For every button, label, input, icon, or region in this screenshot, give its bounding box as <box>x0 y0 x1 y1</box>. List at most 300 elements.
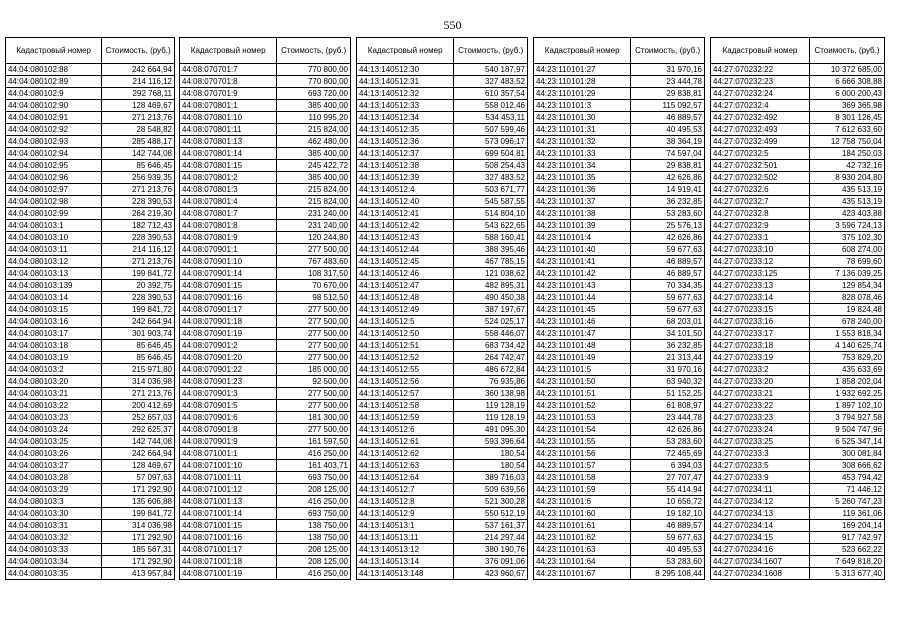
cost-value: 74 597,04 <box>631 148 705 160</box>
cadastral-number: 44:04:080103:29 <box>6 484 102 496</box>
cadastral-number: 44:27:070233:3 <box>711 448 810 460</box>
table-row <box>180 88 351 100</box>
cadastral-number: 44:08:070801:7 <box>180 208 277 220</box>
table-row <box>6 280 175 292</box>
cost-value: 31 970,16 <box>631 364 705 376</box>
cost-value: 215 824,00 <box>277 124 351 136</box>
table-row <box>534 520 705 532</box>
cadastral-number: 44:13:140512:8 <box>357 496 454 508</box>
cost-value: 23 444,78 <box>631 76 705 88</box>
cost-value: 482 895,31 <box>454 280 528 292</box>
table-row <box>711 520 885 532</box>
cadastral-number: 44:27:070234:13 <box>711 508 810 520</box>
table-row <box>357 388 528 400</box>
table-row <box>180 208 351 220</box>
table-row <box>534 340 705 352</box>
table-row <box>711 556 885 568</box>
cost-value: 467 785,15 <box>454 256 528 268</box>
cost-value: 503 671,77 <box>454 184 528 196</box>
cost-value: 36 232,85 <box>631 340 705 352</box>
cadastral-number: 44:08:070901:23 <box>180 376 277 388</box>
cost-value: 277 500,00 <box>277 316 351 328</box>
table-row <box>6 568 175 580</box>
cadastral-number: 44:08:070701:7 <box>180 64 277 76</box>
cost-value: 161 597,50 <box>277 436 351 448</box>
cost-value: 215 824,00 <box>277 184 351 196</box>
cost-value: 1 553 818,34 <box>809 328 884 340</box>
cost-value: 588 160,41 <box>454 232 528 244</box>
cost-value: 182 712,43 <box>102 220 175 232</box>
cadastral-number: 44:04:080102:97 <box>6 184 102 196</box>
table-row <box>180 100 351 112</box>
cost-value: 8 295 108,44 <box>631 568 705 580</box>
cadastral-number: 44:27:070234:12 <box>711 496 810 508</box>
table-row <box>180 304 351 316</box>
cost-value: 242 664,94 <box>102 316 175 328</box>
table-row <box>534 568 705 580</box>
table-row <box>357 376 528 388</box>
cadastral-number: 44:23:110101:5 <box>534 364 631 376</box>
cost-value: 115 092,57 <box>631 100 705 112</box>
cadastral-number: 44:13:140512:42 <box>357 220 454 232</box>
cadastral-table-4 <box>533 37 705 580</box>
cost-value: 376 091,06 <box>454 556 528 568</box>
cost-value: 423 960,67 <box>454 568 528 580</box>
cost-value: 242 664,94 <box>102 448 175 460</box>
table-row <box>711 280 885 292</box>
table-row <box>534 220 705 232</box>
cost-value: 46 889,57 <box>631 256 705 268</box>
cost-value: 215 824,00 <box>277 196 351 208</box>
cost-value: 98 512,50 <box>277 292 351 304</box>
cadastral-number: 44:23:110101:31 <box>534 124 631 136</box>
cost-value: 31 970,16 <box>631 64 705 76</box>
table-row <box>357 424 528 436</box>
cadastral-number: 44:23:110101:52 <box>534 400 631 412</box>
cost-value: 242 664,94 <box>102 64 175 76</box>
table-row <box>357 184 528 196</box>
table-row <box>357 544 528 556</box>
table-row <box>180 472 351 484</box>
table-row <box>534 76 705 88</box>
cadastral-number: 44:08:070801:11 <box>180 124 277 136</box>
table-row <box>534 400 705 412</box>
cost-value: 7 136 039,25 <box>809 268 884 280</box>
cadastral-number: 44:13:140512:62 <box>357 448 454 460</box>
table-row <box>6 532 175 544</box>
cost-value: 70 670,00 <box>277 280 351 292</box>
cost-value: 271 213,76 <box>102 184 175 196</box>
cost-value: 46 889,57 <box>631 520 705 532</box>
cost-value: 507 599,46 <box>454 124 528 136</box>
cost-value: 550 512,19 <box>454 508 528 520</box>
table-row <box>6 196 175 208</box>
cost-value: 277 500,00 <box>277 388 351 400</box>
table-row <box>534 544 705 556</box>
cost-value: 40 495,53 <box>631 544 705 556</box>
cost-value: 277 500,00 <box>277 328 351 340</box>
cost-value: 181 300,00 <box>277 412 351 424</box>
cost-value: 119 128,19 <box>454 400 528 412</box>
cost-value: 360 138,98 <box>454 388 528 400</box>
cadastral-number: 44:23:110101:32 <box>534 136 631 148</box>
table-row <box>534 460 705 472</box>
cadastral-number: 44:27:070233:13 <box>711 280 810 292</box>
table-row <box>711 136 885 148</box>
table-row <box>711 424 885 436</box>
cadastral-number: 44:23:110101:39 <box>534 220 631 232</box>
cost-value: 128 469,67 <box>102 100 175 112</box>
table-row <box>6 424 175 436</box>
cadastral-number: 44:13:140512:45 <box>357 256 454 268</box>
cadastral-number: 44:04:080102:91 <box>6 112 102 124</box>
table-row <box>357 280 528 292</box>
cost-value: 277 500,00 <box>277 244 351 256</box>
cadastral-number: 44:13:140512:61 <box>357 436 454 448</box>
table-row <box>357 88 528 100</box>
cost-value: 61 808,97 <box>631 400 705 412</box>
table-row <box>180 436 351 448</box>
table-row <box>534 208 705 220</box>
cadastral-table-5 <box>710 37 885 580</box>
table-row <box>534 136 705 148</box>
table-row <box>6 484 175 496</box>
cadastral-number: 44:23:110101:36 <box>534 184 631 196</box>
table-row <box>357 556 528 568</box>
cadastral-number: 44:13:140512:40 <box>357 196 454 208</box>
cost-value: 277 500,00 <box>277 424 351 436</box>
cadastral-number: 44:23:110101:44 <box>534 292 631 304</box>
cadastral-number: 44:04:080102:88 <box>6 64 102 76</box>
header-cost: Стоимость, (руб.) <box>102 38 175 64</box>
cadastral-number: 44:27:070232:502 <box>711 172 810 184</box>
cadastral-number: 44:13:140512:39 <box>357 172 454 184</box>
cadastral-number: 44:08:070901:3 <box>180 388 277 400</box>
cadastral-number: 44:13:140512:7 <box>357 484 454 496</box>
cost-value: 142 744,08 <box>102 148 175 160</box>
table-row <box>180 532 351 544</box>
cadastral-number: 44:27:070233:22 <box>711 400 810 412</box>
cadastral-number: 44:04:080103:33 <box>6 544 102 556</box>
cost-value: 171 292,90 <box>102 532 175 544</box>
table-row <box>180 184 351 196</box>
cost-value: 28 548,82 <box>102 124 175 136</box>
table-row <box>534 172 705 184</box>
table-row <box>6 376 175 388</box>
cost-value: 6 000 200,43 <box>809 88 884 100</box>
cadastral-number: 44:27:070234:14 <box>711 520 810 532</box>
cadastral-number: 44:04:080103:2 <box>6 364 102 376</box>
table-row <box>711 484 885 496</box>
cost-value: 59 677,63 <box>631 532 705 544</box>
cadastral-number: 44:23:110101:38 <box>534 208 631 220</box>
cost-value: 185 567,31 <box>102 544 175 556</box>
cost-value: 85 646,45 <box>102 160 175 172</box>
cadastral-number: 44:08:071001:14 <box>180 508 277 520</box>
cost-value: 71 446,12 <box>809 484 884 496</box>
cost-value: 1 897 102,10 <box>809 400 884 412</box>
table-row <box>6 124 175 136</box>
cost-value: 558 446,07 <box>454 328 528 340</box>
cadastral-number: 44:04:080103:25 <box>6 436 102 448</box>
table-row <box>180 280 351 292</box>
table-row <box>6 76 175 88</box>
cadastral-number: 44:08:070901:17 <box>180 304 277 316</box>
table-row <box>534 496 705 508</box>
cost-value: 292 768,11 <box>102 88 175 100</box>
cadastral-number: 44:08:071001:18 <box>180 556 277 568</box>
cadastral-number: 44:27:070233:12 <box>711 256 810 268</box>
table-row <box>357 304 528 316</box>
table-row <box>180 124 351 136</box>
cadastral-number: 44:27:070232:501 <box>711 160 810 172</box>
cadastral-number: 44:27:070233:20 <box>711 376 810 388</box>
table-row <box>357 496 528 508</box>
cost-value: 214 116,12 <box>102 76 175 88</box>
cost-value: 68 203,01 <box>631 316 705 328</box>
cadastral-number: 44:08:071001:15 <box>180 520 277 532</box>
cadastral-number: 44:27:070232:7 <box>711 196 810 208</box>
table-row <box>357 532 528 544</box>
cost-value: 27 707,47 <box>631 472 705 484</box>
cadastral-number: 44:23:110101:59 <box>534 484 631 496</box>
table-row <box>180 232 351 244</box>
table-row <box>357 328 528 340</box>
cost-value: 231 240,00 <box>277 220 351 232</box>
cost-value: 453 794,42 <box>809 472 884 484</box>
cost-value: 314 036,98 <box>102 376 175 388</box>
header-cost: Стоимость, (руб.) <box>454 38 528 64</box>
cadastral-number: 44:04:080102:92 <box>6 124 102 136</box>
cost-value: 4 140 625,74 <box>809 340 884 352</box>
cadastral-number: 44:08:070901:9 <box>180 436 277 448</box>
cadastral-number: 44:08:070901:8 <box>180 424 277 436</box>
table-row <box>357 148 528 160</box>
cost-value: 208 125,00 <box>277 556 351 568</box>
cost-value: 524 025,17 <box>454 316 528 328</box>
table-row <box>534 292 705 304</box>
table-row <box>6 148 175 160</box>
table-row <box>6 256 175 268</box>
cost-value: 753 829,20 <box>809 352 884 364</box>
table-row <box>6 220 175 232</box>
cost-value: 85 646,45 <box>102 340 175 352</box>
cadastral-number: 44:04:080103:19 <box>6 352 102 364</box>
table-row <box>6 268 175 280</box>
cadastral-number: 44:23:110101:46 <box>534 316 631 328</box>
table-row <box>6 160 175 172</box>
cost-value: 699 504,81 <box>454 148 528 160</box>
cadastral-number: 44:23:110101:33 <box>534 148 631 160</box>
cost-value: 8 930 204,80 <box>809 172 884 184</box>
cost-value: 51 152,25 <box>631 388 705 400</box>
table-row <box>534 556 705 568</box>
cadastral-number: 44:08:070801:10 <box>180 112 277 124</box>
table-row <box>711 304 885 316</box>
cadastral-number: 44:27:070232:492 <box>711 112 810 124</box>
table-row <box>6 448 175 460</box>
header-cadastral-number: Кадастровый номер <box>180 38 277 64</box>
cost-value: 828 078,46 <box>809 292 884 304</box>
cadastral-number: 44:04:080103:15 <box>6 304 102 316</box>
cost-value: 142 744,08 <box>102 436 175 448</box>
table-row <box>357 460 528 472</box>
table-row <box>180 508 351 520</box>
cost-value: 53 283,60 <box>631 208 705 220</box>
cost-value: 63 940,32 <box>631 376 705 388</box>
cost-value: 1 932 692,25 <box>809 388 884 400</box>
cost-value: 55 414,94 <box>631 484 705 496</box>
cadastral-number: 44:23:110101:64 <box>534 556 631 568</box>
cost-value: 59 677,63 <box>631 304 705 316</box>
cadastral-number: 44:08:070801:1 <box>180 100 277 112</box>
cadastral-number: 44:04:080103:35 <box>6 568 102 580</box>
cost-value: 1 858 202,04 <box>809 376 884 388</box>
cadastral-number: 44:08:071001:19 <box>180 568 277 580</box>
cadastral-number: 44:04:080103:1 <box>6 220 102 232</box>
cadastral-number: 44:04:080102:9 <box>6 88 102 100</box>
cadastral-number: 44:04:080102:96 <box>6 172 102 184</box>
cadastral-number: 44:23:110101:55 <box>534 436 631 448</box>
cadastral-number: 44:08:070801:9 <box>180 232 277 244</box>
table-row <box>357 568 528 580</box>
cost-value: 543 622,65 <box>454 220 528 232</box>
cost-value: 214 116,12 <box>102 244 175 256</box>
cadastral-number: 44:08:070901:1 <box>180 244 277 256</box>
cadastral-number: 44:23:110101:53 <box>534 412 631 424</box>
cost-value: 327 483,52 <box>454 76 528 88</box>
cadastral-number: 44:27:070233:2 <box>711 364 810 376</box>
table-header-row <box>6 38 175 64</box>
table-row <box>711 124 885 136</box>
cost-value: 416 250,00 <box>277 448 351 460</box>
cadastral-number: 44:08:070901:19 <box>180 328 277 340</box>
table-row <box>711 472 885 484</box>
table-row <box>534 304 705 316</box>
table-row <box>534 184 705 196</box>
cadastral-number: 44:23:110101:28 <box>534 76 631 88</box>
cadastral-number: 44:13:140513:148 <box>357 568 454 580</box>
cost-value: 42 732,16 <box>809 160 884 172</box>
cost-value: 508 254,43 <box>454 160 528 172</box>
table-row <box>711 112 885 124</box>
cadastral-number: 44:27:070234:11 <box>711 484 810 496</box>
cadastral-number: 44:08:070801:15 <box>180 160 277 172</box>
cadastral-number: 44:13:140512:48 <box>357 292 454 304</box>
cadastral-number: 44:04:080103:14 <box>6 292 102 304</box>
cost-value: 161 403,71 <box>277 460 351 472</box>
cadastral-number: 44:04:080103:31 <box>6 520 102 532</box>
cost-value: 121 038,62 <box>454 268 528 280</box>
cadastral-number: 44:23:110101:58 <box>534 472 631 484</box>
header-cost: Стоимость, (руб.) <box>631 38 705 64</box>
table-row <box>180 568 351 580</box>
cadastral-number: 44:04:080102:99 <box>6 208 102 220</box>
table-row <box>180 496 351 508</box>
cadastral-number: 44:23:110101:56 <box>534 448 631 460</box>
cost-value: 514 804,10 <box>454 208 528 220</box>
cost-value: 277 500,00 <box>277 340 351 352</box>
cadastral-number: 44:27:070233:125 <box>711 268 810 280</box>
table-row <box>180 352 351 364</box>
table-row <box>534 376 705 388</box>
cadastral-number: 44:27:070232:4 <box>711 100 810 112</box>
cadastral-number: 44:13:140512:51 <box>357 340 454 352</box>
table-row <box>534 112 705 124</box>
cost-value: 252 657,03 <box>102 412 175 424</box>
cadastral-number: 44:04:080103:12 <box>6 256 102 268</box>
cadastral-number: 44:27:070233:16 <box>711 316 810 328</box>
table-row <box>357 352 528 364</box>
cadastral-number: 44:08:070901:2 <box>180 340 277 352</box>
cost-value: 40 495,53 <box>631 124 705 136</box>
cadastral-number: 44:13:140512:50 <box>357 328 454 340</box>
table-row <box>180 136 351 148</box>
cost-value: 693 750,00 <box>277 472 351 484</box>
cadastral-number: 44:13:140512:44 <box>357 244 454 256</box>
cadastral-number: 44:27:070233:17 <box>711 328 810 340</box>
table-row <box>180 172 351 184</box>
cadastral-number: 44:04:080103:18 <box>6 340 102 352</box>
cost-value: 14 919,41 <box>631 184 705 196</box>
cost-value: 300 081,84 <box>809 448 884 460</box>
cadastral-table-3 <box>356 37 528 580</box>
cadastral-number: 44:23:110101:3 <box>534 100 631 112</box>
cost-value: 119 361,06 <box>809 508 884 520</box>
table-row <box>711 208 885 220</box>
cost-value: 416 250,00 <box>277 496 351 508</box>
cadastral-number: 44:08:071001:12 <box>180 484 277 496</box>
cadastral-number: 44:27:070233:1 <box>711 232 810 244</box>
cadastral-number: 44:27:070234:1607 <box>711 556 810 568</box>
cadastral-number: 44:27:070232:493 <box>711 124 810 136</box>
cadastral-number: 44:04:080103:26 <box>6 448 102 460</box>
table-row <box>180 160 351 172</box>
cadastral-number: 44:23:110101:47 <box>534 328 631 340</box>
table-row <box>357 100 528 112</box>
cost-value: 20 392,75 <box>102 280 175 292</box>
table-row <box>357 292 528 304</box>
table-row <box>357 436 528 448</box>
cost-value: 416 250,00 <box>277 568 351 580</box>
cadastral-number: 44:13:140513:1 <box>357 520 454 532</box>
cost-value: 770 800,00 <box>277 64 351 76</box>
table-row <box>6 496 175 508</box>
cost-value: 23 444,78 <box>631 412 705 424</box>
table-row <box>357 208 528 220</box>
cost-value: 46 889,57 <box>631 268 705 280</box>
cost-value: 10 656,72 <box>631 496 705 508</box>
cost-value: 34 101,50 <box>631 328 705 340</box>
cadastral-number: 44:27:070233:9 <box>711 472 810 484</box>
cadastral-number: 44:08:070801:8 <box>180 220 277 232</box>
cost-value: 435 513,19 <box>809 196 884 208</box>
table-row <box>6 472 175 484</box>
cost-value: 264 742,47 <box>454 352 528 364</box>
cost-value: 19 182,10 <box>631 508 705 520</box>
table-row <box>6 100 175 112</box>
cost-value: 199 841,72 <box>102 508 175 520</box>
cost-value: 385 400,00 <box>277 148 351 160</box>
cost-value: 534 453,11 <box>454 112 528 124</box>
cost-value: 7 649 818,20 <box>809 556 884 568</box>
header-cadastral-number: Кадастровый номер <box>711 38 810 64</box>
table-row <box>180 220 351 232</box>
table-header-row <box>711 38 885 64</box>
cost-value: 92 500,00 <box>277 376 351 388</box>
table-row <box>711 268 885 280</box>
cost-value: 169 204,14 <box>809 520 884 532</box>
